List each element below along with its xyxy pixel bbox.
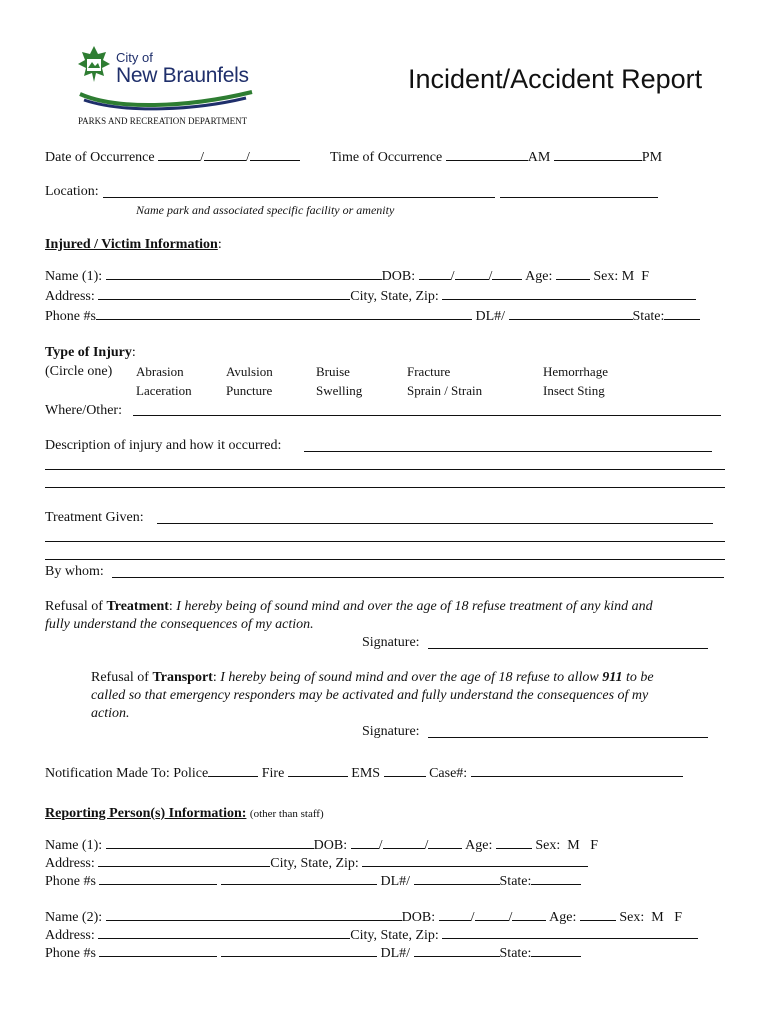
by-whom-field[interactable] [112, 577, 724, 578]
injury-option[interactable]: Avulsion [226, 364, 273, 379]
location-field-2[interactable] [500, 197, 658, 198]
reporting-p2-address-row: Address: City, State, Zip: [45, 926, 698, 944]
injury-option[interactable]: Insect Sting [543, 383, 605, 398]
description-field-3[interactable] [45, 487, 725, 488]
injured-name-field[interactable] [106, 267, 382, 280]
injury-option[interactable]: Hemorrhage [543, 364, 608, 379]
time-of-occurrence-row [330, 148, 662, 166]
refusal-treatment-signature-label: Signature: [362, 635, 420, 650]
reporting-p2-name-row: Name (2): DOB: / / Age: Sex: M F [45, 910, 682, 925]
reporting-p1-age-field[interactable] [496, 836, 532, 849]
treatment-label: Treatment Given: [45, 510, 144, 525]
refusal-transport-line2: called so that emergency responders may be activated and fully understand the consequences of my [91, 688, 649, 703]
injury-option[interactable]: Bruise [316, 364, 350, 379]
am-label: AM [527, 150, 551, 165]
notification-case-field[interactable] [471, 764, 683, 777]
date-day-field[interactable] [204, 148, 246, 161]
injured-age-field[interactable] [556, 267, 590, 280]
injured-phone-field[interactable] [96, 307, 472, 320]
reporting-p1-city-state-zip-field[interactable] [362, 854, 588, 867]
where-other-label: Where/Other: [45, 403, 122, 418]
injured-sex-m[interactable]: M [621, 269, 635, 284]
reporting-p1-sex-m[interactable]: M [567, 838, 580, 853]
injured-name-row: Name (1): DOB: / / Age: Sex: M F [45, 269, 649, 284]
refusal-treatment-line2: fully understand the consequences of my action. [45, 617, 314, 632]
injury-option[interactable]: Fracture [407, 364, 451, 379]
injury-type-heading: Type of Injury: [45, 345, 136, 360]
injury-option[interactable]: Puncture [226, 383, 273, 398]
injured-address-field[interactable] [98, 287, 350, 300]
injured-sex-f[interactable]: F [641, 269, 649, 284]
leaf-icon [76, 44, 112, 86]
reporting-p1-dob-year[interactable] [428, 836, 462, 849]
circle-one-label: (Circle one) [45, 364, 113, 379]
reporting-p2-dl-field[interactable] [414, 944, 500, 957]
injured-dob-month[interactable] [419, 267, 451, 280]
injured-heading: Injured / Victim Information: [45, 237, 222, 252]
reporting-p2-phone-row: Phone #s DL#/ State: [45, 944, 581, 962]
refusal-transport-signature-label: Signature: [362, 724, 420, 739]
injury-option[interactable]: Abrasion [136, 364, 184, 379]
reporting-p1-phone-row: Phone #s DL#/ State: [45, 872, 581, 890]
date-month-field[interactable] [158, 148, 200, 161]
refusal-treatment-signature-field[interactable] [428, 648, 708, 649]
where-other-field[interactable] [133, 415, 721, 416]
reporting-p2-dob-year[interactable] [512, 908, 546, 921]
reporting-p2-phone-field[interactable] [99, 944, 217, 957]
logo-department: PARKS AND RECREATION DEPARTMENT [78, 116, 248, 126]
logo-city-of: City of [116, 50, 153, 65]
refusal-treatment-line1: Refusal of Treatment: I hereby being of sound mind and over the age of 18 refuse treatment of any kind and [45, 599, 653, 614]
description-label: Description of injury and how it occurred: [45, 438, 282, 453]
injured-city-state-zip-field[interactable] [442, 287, 696, 300]
reporting-p2-city-state-zip-field[interactable] [442, 926, 698, 939]
injured-address-row: Address: City, State, Zip: [45, 287, 696, 305]
page-title: Incident/Accident Report [408, 64, 703, 94]
reporting-p1-address-field[interactable] [98, 854, 270, 867]
notification-ems-field[interactable] [384, 764, 426, 777]
pm-label: PM [641, 150, 663, 165]
injury-option[interactable]: Swelling [316, 383, 363, 398]
reporting-p2-age-field[interactable] [580, 908, 616, 921]
time-label: Time of Occurrence [330, 150, 443, 165]
refusal-transport-line3: action. [91, 706, 130, 721]
location-label: Location: [45, 184, 99, 199]
reporting-p1-name-row: Name (1): DOB: / / Age: Sex: M F [45, 838, 598, 853]
reporting-p1-address-row: Address: City, State, Zip: [45, 854, 588, 872]
injured-dob-year[interactable] [492, 267, 522, 280]
reporting-heading: Reporting Person(s) Information: (other than staff) [45, 806, 324, 821]
description-field-2[interactable] [45, 469, 725, 470]
reporting-p2-state-field[interactable] [531, 944, 581, 957]
reporting-p1-sex-f[interactable]: F [590, 838, 598, 853]
injury-option[interactable]: Sprain / Strain [407, 383, 483, 398]
reporting-p2-dob-day[interactable] [475, 908, 509, 921]
injured-phone-row: Phone #s DL#/ State: [45, 307, 700, 325]
reporting-p1-state-field[interactable] [531, 872, 581, 885]
injury-option[interactable]: Laceration [136, 383, 192, 398]
description-field[interactable] [304, 451, 712, 452]
reporting-p1-dob-month[interactable] [351, 836, 379, 849]
reporting-p1-dl-field[interactable] [414, 872, 500, 885]
date-year-field[interactable] [250, 148, 300, 161]
reporting-p1-phone-field[interactable] [99, 872, 217, 885]
time-pm-field[interactable] [554, 148, 642, 161]
refusal-transport-signature-field[interactable] [428, 737, 708, 738]
reporting-p1-name-field[interactable] [106, 836, 314, 849]
location-field[interactable] [103, 197, 495, 198]
injured-state-field[interactable] [664, 307, 700, 320]
reporting-p1-phone-field-2[interactable] [221, 872, 377, 885]
by-whom-label: By whom: [45, 564, 104, 579]
reporting-p2-name-field[interactable] [106, 908, 402, 921]
reporting-p2-phone-field-2[interactable] [221, 944, 377, 957]
logo [76, 42, 256, 126]
time-am-field[interactable] [446, 148, 528, 161]
reporting-p2-sex-m[interactable]: M [651, 910, 664, 925]
location-hint: Name park and associated specific facility or amenity [136, 203, 395, 217]
reporting-p1-dob-day[interactable] [383, 836, 425, 849]
reporting-p2-address-field[interactable] [98, 926, 350, 939]
treatment-field-3[interactable] [45, 559, 725, 560]
date-label: Date of Occurrence [45, 150, 155, 165]
treatment-field[interactable] [157, 523, 713, 524]
notification-fire-field[interactable] [288, 764, 348, 777]
refusal-transport-line1: Refusal of Transport: I hereby being of sound mind and over the age of 18 refuse to allow 911 to be [91, 670, 654, 685]
treatment-field-2[interactable] [45, 541, 725, 542]
logo-city-name: New Braunfels [116, 64, 249, 87]
date-of-occurrence-row: Date of Occurrence / / [45, 148, 300, 166]
notification-row: Notification Made To: Police Fire EMS Case#: [45, 764, 683, 782]
injured-dob-day[interactable] [455, 267, 489, 280]
injured-dl-field[interactable] [509, 307, 633, 320]
notification-police-field[interactable] [208, 764, 258, 777]
reporting-p2-dob-month[interactable] [439, 908, 471, 921]
river-swoosh-icon [76, 82, 256, 112]
reporting-p2-sex-f[interactable]: F [674, 910, 682, 925]
